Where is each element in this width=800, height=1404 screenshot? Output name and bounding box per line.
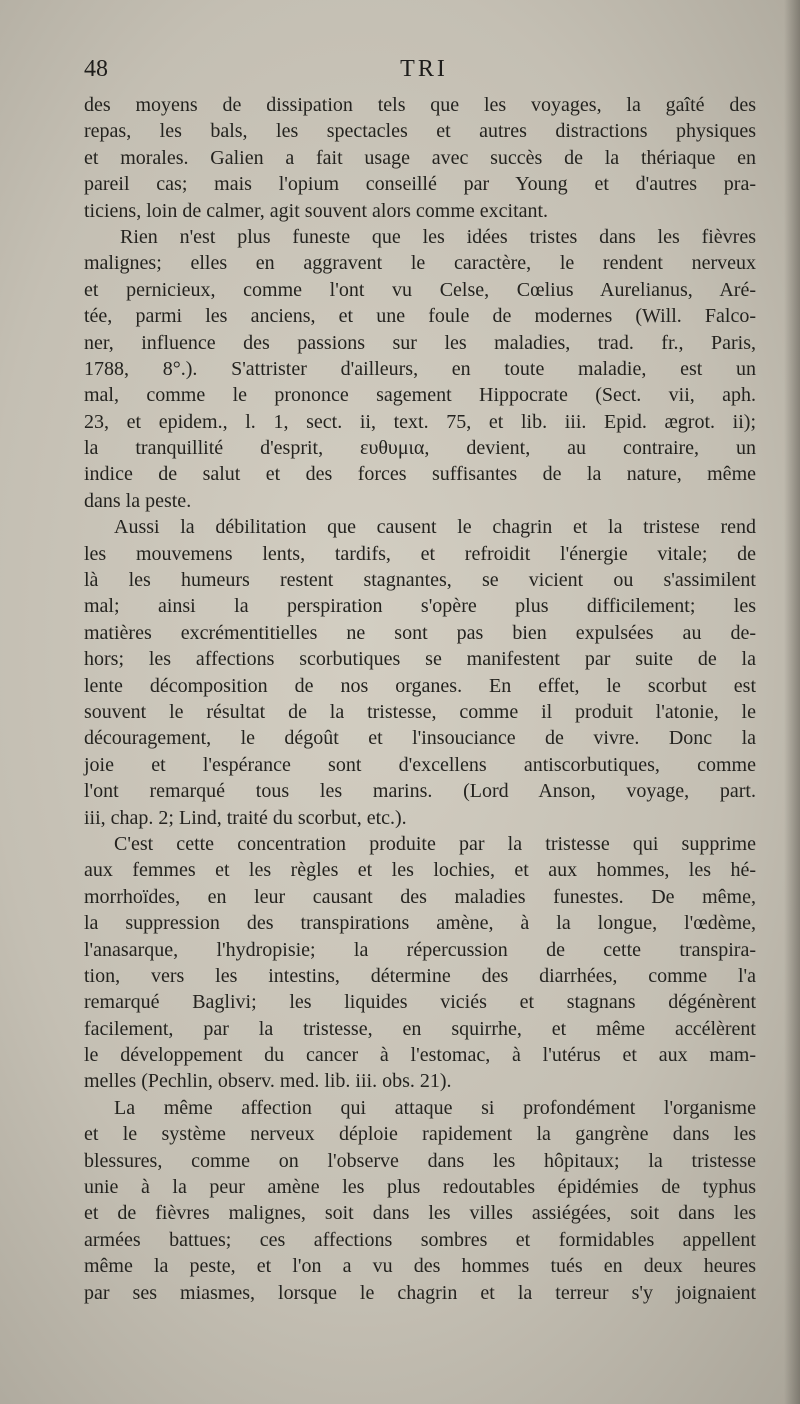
text-line: la tranquillité d'esprit, ευθυμια, devient, au contraire, un: [84, 437, 756, 460]
paragraph-start-line: C'est cette concentration produite par la tristesse qui supprime: [114, 832, 756, 855]
text-line: 23, et epidem., l. 1, sect. ii, text. 75, et lib. iii. Epid. ægrot. ii);: [84, 410, 756, 433]
text-line: lente décomposition de nos organes. En effet, le scorbut est: [84, 674, 756, 697]
text-line: tée, parmi les anciens, et une foule de modernes (Will. Falco-: [84, 305, 756, 328]
text-line: iii, chap. 2; Lind, traité du scorbut, etc.).: [84, 806, 407, 829]
text-line: melles (Pechlin, observ. med. lib. iii. obs. 21).: [84, 1070, 452, 1093]
page-number: 48: [84, 56, 108, 82]
text-line: des moyens de dissipation tels que les voyages, la gaîté des: [84, 94, 756, 116]
running-title: TRI: [400, 56, 448, 82]
text-line: ticiens, loin de calmer, agit souvent alors comme excitant.: [84, 199, 549, 222]
text-line: ner, influence des passions sur les maladies, trad. fr., Paris,: [84, 331, 756, 354]
text-line: malignes; elles en aggravent le caractère, le rendent nerveux: [84, 252, 756, 275]
paragraph-start-line: Rien n'est plus funeste que les idées tristes dans les fièvres: [120, 225, 756, 248]
text-line: la suppression des transpirations amène, à la longue, l'œdème,: [84, 912, 756, 935]
text-line: même la peste, et l'on a vu des hommes tués en deux heures: [84, 1255, 756, 1278]
text-line: indice de salut et des forces suffisantes de la nature, même: [84, 463, 756, 486]
body-text: [84, 92, 756, 1306]
text-line: hors; les affections scorbutiques se manifestent par suite de la: [84, 648, 756, 671]
text-line: armées battues; ces affections sombres et formidables appellent: [84, 1228, 756, 1251]
text-line: matières excrémentitielles ne sont pas bien expulsées au de-: [84, 621, 756, 644]
text-line: par ses miasmes, lorsque le chagrin et la terreur s'y joignaient: [84, 1281, 756, 1304]
text-line: 1788, 8°.). S'attrister d'ailleurs, en toute maladie, est un: [84, 357, 756, 380]
paragraph-start-line: Aussi la débilitation que causent le chagrin et la tristese rend: [114, 516, 756, 539]
text-line: dans la peste.: [84, 489, 192, 512]
text-line: remarqué Baglivi; les liquides viciés et stagnans dégénèrent: [84, 991, 756, 1014]
text-line: et de fièvres malignes, soit dans les villes assiégées, soit dans les: [84, 1202, 756, 1225]
text-line: unie à la peur amène les plus redoutables épidémies de typhus: [84, 1176, 756, 1199]
text-line: découragement, le dégoût et l'insouciance de vivre. Donc la: [84, 727, 756, 750]
page-edge-shadow: [784, 0, 800, 1404]
text-line: mal, comme le prononce sagement Hippocrate (Sect. vii, aph.: [84, 384, 756, 407]
text-line: facilement, par la tristesse, en squirrhe, et même accélèrent: [84, 1017, 756, 1040]
text-line: là les humeurs restent stagnantes, se vicient ou s'assimilent: [84, 569, 756, 592]
text-line: tion, vers les intestins, détermine des diarrhées, comme l'a: [84, 964, 756, 987]
text-line: le développement du cancer à l'estomac, à l'utérus et aux mam-: [84, 1044, 756, 1067]
paragraph-start-line: La même affection qui attaque si profondément l'organisme: [114, 1096, 756, 1119]
text-line: et le système nerveux déploie rapidement la gangrène dans les: [84, 1123, 756, 1146]
text-line: aux femmes et les règles et les lochies, et aux hommes, les hé-: [84, 859, 756, 882]
page-header: [84, 56, 764, 90]
text-line: mal; ainsi la perspiration s'opère plus difficilement; les: [84, 595, 756, 618]
text-line: repas, les bals, les spectacles et autres distractions physiques: [84, 120, 756, 143]
text-line: pareil cas; mais l'opium conseillé par Young et d'autres pra-: [84, 173, 756, 196]
text-line: et pernicieux, comme l'ont vu Celse, Cœlius Aurelianus, Aré-: [84, 278, 756, 301]
text-line: souvent le résultat de la tristesse, comme il produit l'atonie, le: [84, 700, 756, 723]
text-line: l'anasarque, l'hydropisie; la répercussion de cette transpira-: [84, 938, 756, 961]
text-line: morrhoïdes, en leur causant des maladies funestes. De même,: [84, 885, 756, 908]
text-line: joie et l'espérance sont d'excellens antiscorbutiques, comme: [84, 753, 756, 776]
text-line: l'ont remarqué tous les marins. (Lord Anson, voyage, part.: [84, 780, 756, 803]
text-line: blessures, comme on l'observe dans les hôpitaux; la tristesse: [84, 1149, 756, 1172]
text-line: les mouvemens lents, tardifs, et refroidit l'énergie vitale; de: [84, 542, 756, 565]
text-line: et morales. Galien a fait usage avec succès de la thériaque en: [84, 146, 756, 169]
